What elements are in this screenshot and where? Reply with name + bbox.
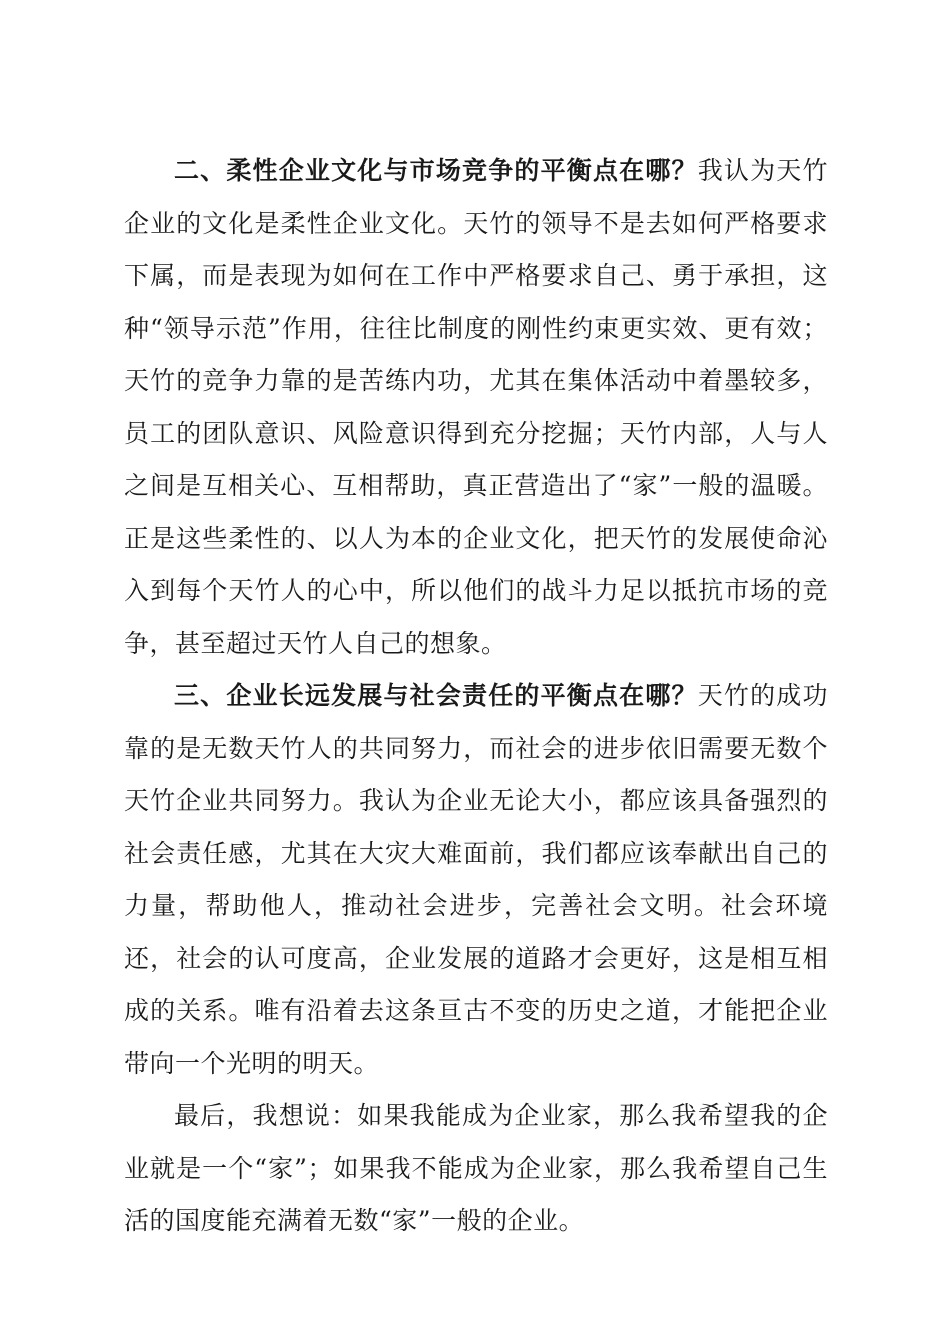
section-two-body: 我认为天竹企业的文化是柔性企业文化。天竹的领导不是去如何严格要求下属，而是表现为如何在工作中严格要求自己、勇于承担，这种“领导示范”作用，往往比制度的刚性约束更实效、更有效；天竹的竞争力靠的是苦练内功，尤其在集体活动中着墨较多，员工的团队意识、风险意识得到充分挖掘；天竹内部，人与人之间是互相关心、互相帮助，真正营造出了“家”一般的温暖。正是这些柔性的、以人为本的企业文化，把天竹的发展使命沁入到每个天竹人的心中，所以他们的战斗力足以抵抗市场的竞争，甚至超过天竹人自己的想象。 [124,156,828,658]
section-two-heading: 二、柔性企业文化与市场竞争的平衡点在哪？ [174,156,698,185]
document-page [124,145,828,1248]
conclusion-body: 最后，我想说：如果我能成为企业家，那么我希望我的企业就是一个“家”；如果我不能成为企业家，那么我希望自己生活的国度能充满着无数“家”一般的企业。 [124,1101,828,1235]
section-three-body: 天竹的成功靠的是无数天竹人的共同努力，而社会的进步依旧需要无数个天竹企业共同努力。我认为企业无论大小，都应该具备强烈的社会责任感，尤其在大灾大难面前，我们都应该奉献出自己的力量，帮助他人，推动社会进步，完善社会文明。社会环境还，社会的认可度高，企业发展的道路才会更好，这是相互相成的关系。唯有沿着去这条亘古不变的历史之道，才能把企业带向一个光明的明天。 [124,681,828,1078]
paragraph-section-three [124,670,828,1090]
section-three-heading: 三、企业长远发展与社会责任的平衡点在哪？ [174,681,698,710]
paragraph-section-two [124,145,828,670]
paragraph-conclusion [124,1090,828,1248]
